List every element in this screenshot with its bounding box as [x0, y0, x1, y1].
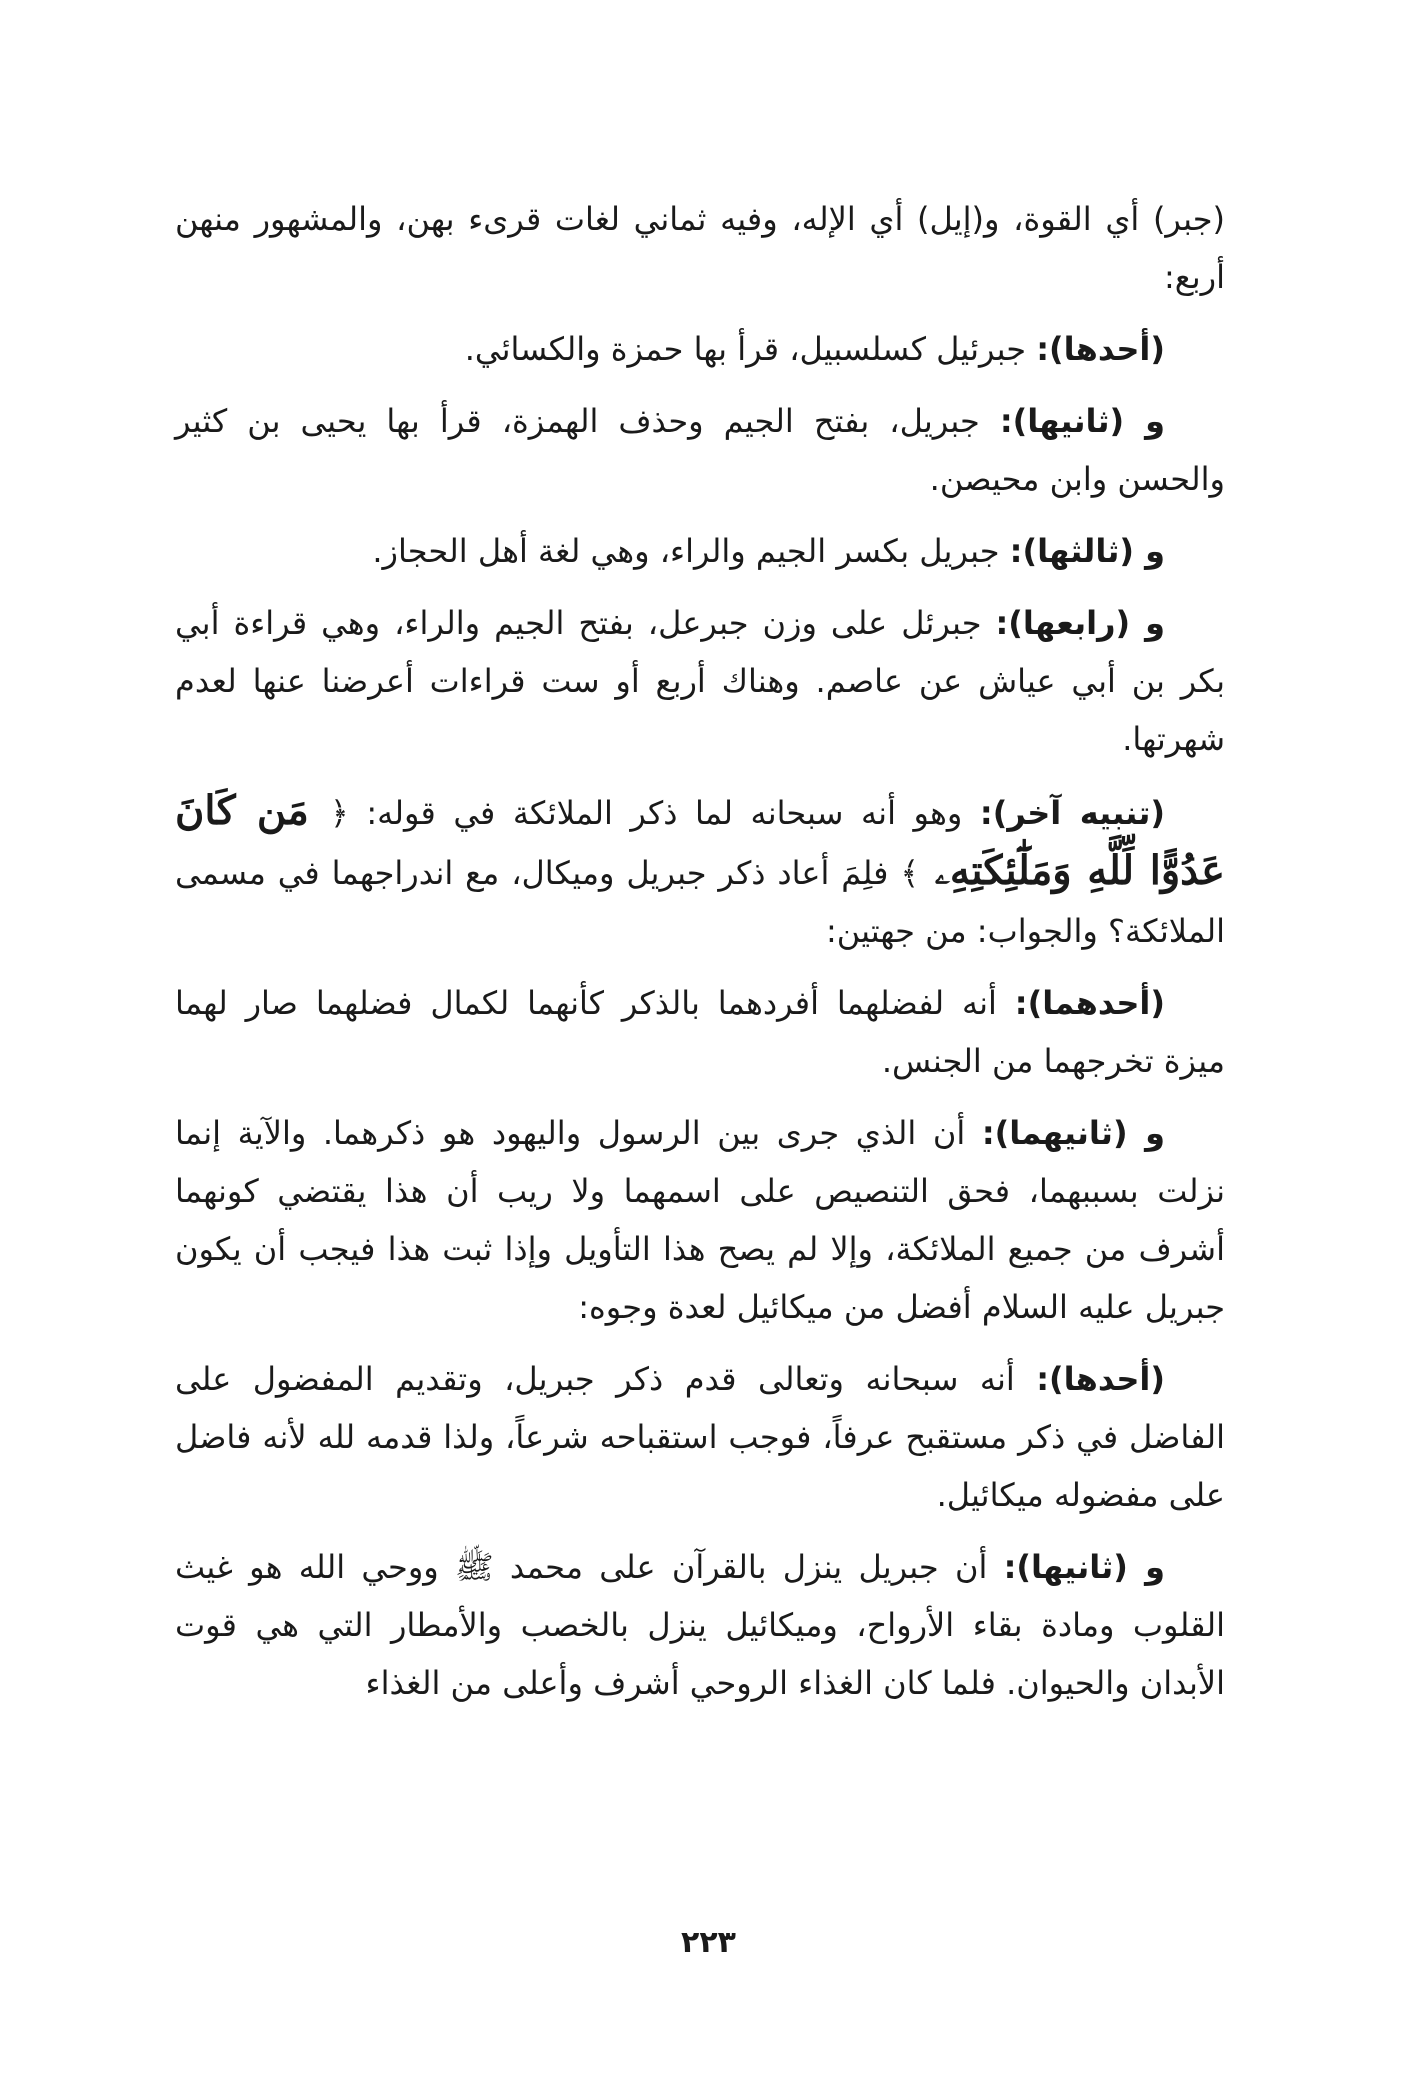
note-paragraph	[175, 782, 1225, 960]
paragraph-text: جبريل، بفتح الجيم وحذف الهمزة، قرأ بها يحيى بن كثير والحسن وابن محيصن.	[175, 402, 1225, 498]
intro-paragraph	[175, 190, 1225, 306]
reason-first-paragraph	[175, 1350, 1225, 1524]
paragraph-label: و (ثالثها):	[1009, 532, 1165, 570]
paragraph-label: و (ثانيها):	[1003, 1548, 1166, 1586]
paragraph-text: أنه لفضلهما أفردهما بالذكر كأنهما لكمال فضلهما صار لهما ميزة تخرجهما من الجنس.	[175, 984, 1225, 1080]
page-number: ٢٢٣	[681, 1925, 736, 1960]
paragraph-text: وهو أنه سبحانه لما ذكر الملائكة في قوله: ﴿	[330, 794, 980, 832]
reading-first-paragraph	[175, 320, 1225, 378]
paragraph-text: جبرئل على وزن جبرعل، بفتح الجيم والراء، وهي قراءة أبي بكر بن أبي عياش عن عاصم. وهناك أربع أو ست قراءات أعرضنا عنها لعدم شهرتها.	[175, 604, 1225, 758]
reason-second-paragraph	[175, 1538, 1225, 1712]
paragraph-label: (تنبيه آخر):	[979, 794, 1165, 832]
paragraph-text: أن جبريل ينزل بالقرآن على محمد ﷺ ووحي الله هو غيث القلوب ومادة بقاء الأرواح، وميكائيل ينزل بالخصب والأمطار التي هي قوت الأبدان والحيوان. فلما كان الغذاء الروحي أشرف وأعلى من الغذاء	[175, 1548, 1225, 1702]
reading-second-paragraph	[175, 392, 1225, 508]
reading-third-paragraph	[175, 522, 1225, 580]
paragraph-text: (جبر) أي القوة، و(إيل) أي الإله، وفيه ثماني لغات قرىء بهن، والمشهور منهن أربع:	[175, 200, 1225, 296]
paragraph-label: و (رابعها):	[995, 604, 1166, 642]
reading-fourth-paragraph	[175, 594, 1225, 768]
paragraph-text: جبرئيل كسلسبيل، قرأ بها حمزة والكسائي.	[464, 330, 1037, 368]
paragraph-label: (أحدها):	[1036, 330, 1165, 368]
paragraph-label: (أحدها):	[1036, 1360, 1165, 1398]
paragraph-text: أنه سبحانه وتعالى قدم ذكر جبريل، وتقديم المفضول على الفاضل في ذكر مستقبح عرفاً، فوجب استقباحه شرعاً، ولذا قدمه لله لأنه فاضل على مفضوله ميكائيل.	[175, 1360, 1225, 1514]
answer-second-paragraph	[175, 1104, 1225, 1336]
paragraph-label: و (ثانيهما):	[981, 1114, 1166, 1152]
paragraph-text: أن الذي جرى بين الرسول واليهود هو ذكرهما. والآية إنما نزلت بسببهما، فحق التنصيص على اسمهما ولا ريب أن هذا يقتضي كونهما أشرف من جميع الملائكة، وإلا لم يصح هذا التأويل وإذا ثبت هذا فيجب أن يكون جبريل عليه السلام أفضل من ميكائيل لعدة وجوه:	[175, 1114, 1225, 1326]
page-body	[175, 190, 1225, 1726]
paragraph-label: (أحدهما):	[1014, 984, 1165, 1022]
quran-verse: مَن كَانَ عَدُوًّا لِّلَّهِ وَمَلَٰٓئِكَتِهِۦ	[175, 787, 1225, 894]
paragraph-text: ﴾ فلِمَ أعاد ذكر جبريل وميكال، مع اندراجهما في مسمى الملائكة؟ والجواب: من جهتين:	[175, 854, 1225, 950]
paragraph-text: جبريل بكسر الجيم والراء، وهي لغة أهل الحجاز.	[372, 532, 1010, 570]
paragraph-label: و (ثانيها):	[999, 402, 1165, 440]
answer-first-paragraph	[175, 974, 1225, 1090]
